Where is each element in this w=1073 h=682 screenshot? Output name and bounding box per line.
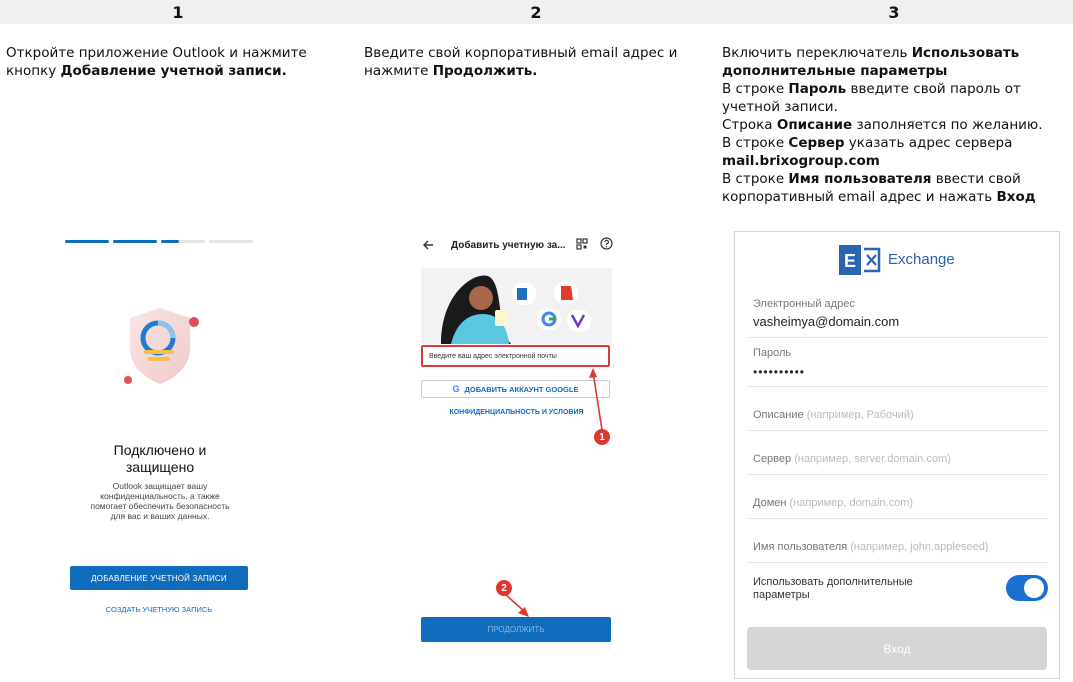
google-icon: G <box>452 384 460 394</box>
add-account-button[interactable]: ДОБАВЛЕНИЕ УЧЕТНОЙ ЗАПИСИ <box>70 566 248 590</box>
domain-field[interactable] <box>753 497 1043 509</box>
instruction-line <box>6 44 346 62</box>
username-field[interactable] <box>753 541 1043 553</box>
step1-instruction <box>6 44 346 80</box>
connected-title: Подключено и защищено <box>113 442 207 475</box>
progress-segment-4 <box>209 240 253 243</box>
instruction-line <box>364 44 704 62</box>
instruction-bold-text: Использовать <box>911 45 1020 61</box>
annotation-badge-2: 2 <box>496 580 512 596</box>
instruction-text: введите свой пароль от <box>846 81 1021 97</box>
instruction-line <box>6 62 346 80</box>
svg-text:E: E <box>844 251 857 271</box>
description-placeholder: (например, Рабочий) <box>806 409 914 421</box>
separator <box>747 474 1047 475</box>
connected-subtitle: Outlook защищает вашу конфиденциальность, а также помогает обеспечить безопасность для вас и ваших данных. <box>90 481 230 521</box>
instruction-line <box>722 98 1067 116</box>
step3-instruction <box>722 44 1067 206</box>
instruction-line <box>722 44 1067 62</box>
annotation-arrow-2 <box>503 590 533 620</box>
password-field[interactable]: •••••••••• <box>753 365 806 379</box>
exchange-logo-icon <box>839 243 881 277</box>
instruction-line <box>364 62 704 80</box>
progress-segment-3-fill <box>161 240 179 243</box>
step2-instruction <box>364 44 704 80</box>
separator <box>747 562 1047 563</box>
help-icon[interactable] <box>600 237 613 250</box>
separator <box>747 430 1047 431</box>
instruction-bold-text: Описание <box>776 117 853 133</box>
instruction-text: нажмите <box>364 63 433 79</box>
instruction-line <box>722 116 1067 134</box>
instruction-text: В строке <box>722 135 789 151</box>
continue-button[interactable]: ПРОДОЛЖИТЬ <box>421 617 611 642</box>
step-number-1: 1 <box>172 3 184 22</box>
server-field[interactable] <box>753 453 1043 465</box>
login-button[interactable]: Вход <box>747 627 1047 670</box>
instruction-bold-text: Сервер <box>788 135 845 151</box>
shield-icon <box>118 300 208 390</box>
password-label: Пароль <box>753 347 792 359</box>
annotation-badge-1: 1 <box>594 429 610 445</box>
instruction-text: ввести свой <box>931 171 1021 187</box>
instruction-line <box>722 80 1067 98</box>
domain-label: Домен <box>753 497 787 509</box>
instruction-bold-text: mail.brixogroup.com <box>722 153 880 169</box>
toggle-knob <box>1024 578 1044 598</box>
username-label: Имя пользователя <box>753 541 848 553</box>
separator <box>747 337 1047 338</box>
step-number-2: 2 <box>530 3 542 22</box>
instruction-line <box>722 62 1067 80</box>
description-field[interactable] <box>753 409 1043 421</box>
email-field[interactable]: vasheimya@domain.com <box>753 314 900 329</box>
instruction-text: кнопку <box>6 63 61 79</box>
add-google-account-label: ДОБАВИТЬ АККАУНТ GOOGLE <box>464 384 579 394</box>
instruction-text: заполняется по желанию. <box>852 117 1043 133</box>
instruction-line <box>722 188 1067 206</box>
instruction-bold-text: Пароль <box>788 81 847 97</box>
instruction-bold-text: Вход <box>996 189 1036 205</box>
exchange-brand-label: Exchange <box>888 251 955 268</box>
email-input[interactable]: Введите ваш адрес электронной почты <box>421 345 610 367</box>
instruction-text: корпоративный email адрес и нажать <box>722 189 997 205</box>
instruction-line <box>722 134 1067 152</box>
username-placeholder: (например, john.appleseed) <box>850 541 989 553</box>
instruction-text: Включить переключатель <box>722 45 912 61</box>
progress-segment-1 <box>65 240 109 243</box>
instruction-text: Строка <box>722 117 777 133</box>
qr-code-icon[interactable] <box>576 238 588 250</box>
instruction-text: указать адрес сервера <box>844 135 1013 151</box>
separator <box>747 518 1047 519</box>
illustration-banner <box>421 268 612 344</box>
domain-placeholder: (например, domain.com) <box>789 497 914 509</box>
instruction-text: В строке <box>722 81 789 97</box>
add-account-header-title: Добавить учетную за... <box>451 240 566 251</box>
person-illustration <box>421 268 612 344</box>
server-placeholder: (например, server.domain.com) <box>794 453 951 465</box>
description-label: Описание <box>753 409 804 421</box>
instruction-line <box>722 152 1067 170</box>
advanced-settings-label: Использовать дополнительные параметры <box>753 576 913 601</box>
progress-segment-2 <box>113 240 157 243</box>
add-google-account-button[interactable] <box>421 380 610 398</box>
instruction-bold-text: Добавление учетной записи. <box>60 63 287 79</box>
create-account-link[interactable]: СОЗДАТЬ УЧЕТНУЮ ЗАПИСЬ <box>105 605 213 614</box>
email-label: Электронный адрес <box>753 298 855 310</box>
instruction-bold-text: Имя пользователя <box>788 171 932 187</box>
instruction-text: Откройте приложение Outlook и нажмите <box>6 45 307 61</box>
server-label: Сервер <box>753 453 792 465</box>
back-arrow-icon[interactable] <box>421 238 435 252</box>
instruction-line <box>722 170 1067 188</box>
instruction-text: Введите свой корпоративный email адрес и <box>364 45 678 61</box>
step-number-3: 3 <box>888 3 900 22</box>
separator <box>747 386 1047 387</box>
instruction-text: В строке <box>722 171 789 187</box>
instruction-text: учетной записи. <box>722 99 838 115</box>
privacy-terms-link[interactable]: КОНФИДЕНЦИАЛЬНОСТЬ И УСЛОВИЯ <box>449 409 584 416</box>
instruction-bold-text: дополнительные параметры <box>722 63 948 79</box>
instruction-bold-text: Продолжить. <box>432 63 538 79</box>
